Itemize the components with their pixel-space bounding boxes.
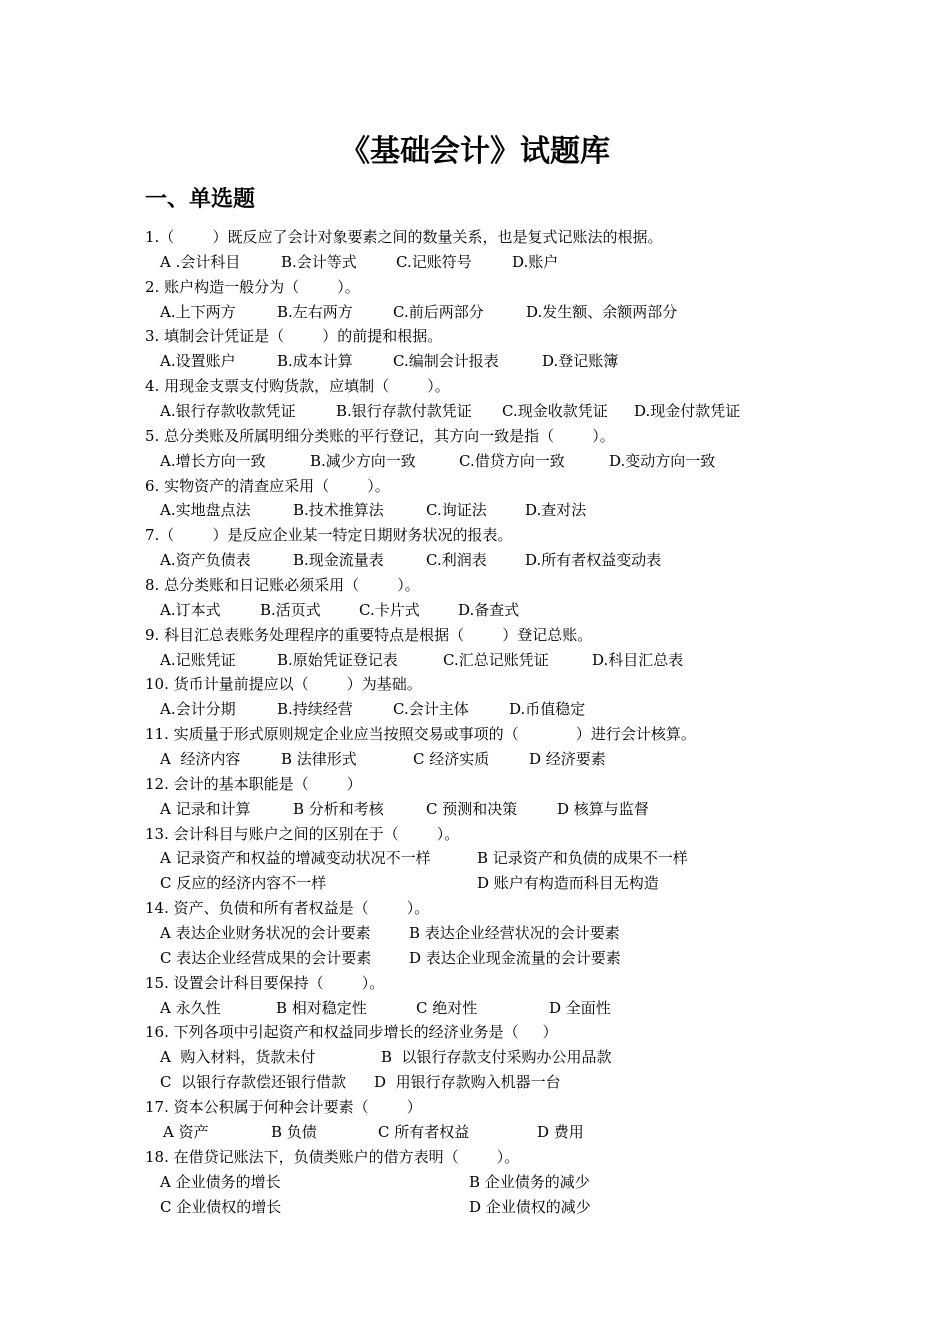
answer-option: C.现金收款凭证 xyxy=(502,402,608,420)
answer-option: B.持续经营 xyxy=(277,700,353,718)
answer-option: B 以银行存款支付采购办公用品款 xyxy=(381,1048,612,1066)
answer-option: B.左右两方 xyxy=(277,303,353,321)
answer-option: B.会计等式 xyxy=(281,253,357,271)
answer-option: A.银行存款收款凭证 xyxy=(160,402,296,420)
answer-option: C 反应的经济内容不一样 xyxy=(160,874,327,892)
answer-option: A.设置账户 xyxy=(160,352,236,370)
section-heading: 一、单选题 xyxy=(145,187,256,212)
answer-option: A 记录和计算 xyxy=(160,800,251,818)
answer-option: A 经济内容 xyxy=(160,750,241,768)
answer-option: D.现金付款凭证 xyxy=(634,402,741,420)
answer-option: B.成本计算 xyxy=(277,352,353,370)
answer-option: D.登记账簿 xyxy=(542,352,619,370)
answer-option: B 分析和考核 xyxy=(293,800,384,818)
answer-option: B 法律形式 xyxy=(281,750,357,768)
question-text: 17. 资本公积属于何种会计要素（ ） xyxy=(145,1098,422,1116)
answer-option: C 绝对性 xyxy=(416,999,478,1017)
question-text: 9. 科目汇总表账务处理程序的重要特点是根据（ ）登记总账。 xyxy=(145,626,593,644)
answer-option: C.记账符号 xyxy=(396,253,472,271)
answer-option: B.银行存款付款凭证 xyxy=(336,402,472,420)
answer-option: D.账户 xyxy=(512,253,559,271)
answer-option: C 企业债权的增长 xyxy=(160,1198,282,1216)
answer-option: A.会计分期 xyxy=(160,700,236,718)
question-text: 16. 下列各项中引起资产和权益同步增长的经济业务是（ ） xyxy=(145,1023,558,1041)
answer-option: A 永久性 xyxy=(160,999,221,1017)
answer-option: B.原始凭证登记表 xyxy=(277,651,398,669)
answer-option: C.卡片式 xyxy=(359,601,420,619)
question-text: 4. 用现金支票支付购货款，应填制（ ）。 xyxy=(145,377,450,395)
question-text: 18. 在借贷记账法下，负债类账户的借方表明（ ）。 xyxy=(145,1148,520,1166)
answer-option: D.所有者权益变动表 xyxy=(525,551,662,569)
answer-option: D 全面性 xyxy=(549,999,611,1017)
answer-option: A 资产 xyxy=(163,1123,209,1141)
answer-option: B 负债 xyxy=(271,1123,317,1141)
question-text: 12. 会计的基本职能是（ ） xyxy=(145,775,362,793)
answer-option: C.前后两部分 xyxy=(393,303,484,321)
answer-option: D 核算与监督 xyxy=(557,800,649,818)
question-text: 6. 实物资产的清查应采用（ ）。 xyxy=(145,477,390,495)
answer-option: D.变动方向一致 xyxy=(609,452,716,470)
answer-option: A .会计科目 xyxy=(160,253,241,271)
answer-option: B 表达企业经营状况的会计要素 xyxy=(409,924,620,942)
answer-option: C.汇总记账凭证 xyxy=(443,651,549,669)
answer-option: A 购入材料，货款未付 xyxy=(160,1048,316,1066)
answer-option: A.实地盘点法 xyxy=(160,501,251,519)
answer-option: A.记账凭证 xyxy=(160,651,236,669)
answer-option: B 企业债务的减少 xyxy=(469,1173,590,1191)
answer-option: C 表达企业经营成果的会计要素 xyxy=(160,949,372,967)
answer-option: B.技术推算法 xyxy=(293,501,384,519)
answer-option: D 企业债权的减少 xyxy=(469,1198,591,1216)
answer-option: A.增长方向一致 xyxy=(160,452,266,470)
question-text: 2. 账户构造一般分为（ ）。 xyxy=(145,278,360,296)
answer-option: C 经济实质 xyxy=(413,750,490,768)
answer-option: D 经济要素 xyxy=(529,750,606,768)
answer-option: B.减少方向一致 xyxy=(310,452,416,470)
answer-option: D 费用 xyxy=(537,1123,584,1141)
answer-option: D.查对法 xyxy=(525,501,587,519)
answer-option: C.会计主体 xyxy=(393,700,469,718)
answer-option: D.备查式 xyxy=(458,601,520,619)
question-text: 7.（ ）是反应企业某一特定日期财务状况的报表。 xyxy=(145,526,513,544)
question-text: 1.（ ）既反应了会计对象要素之间的数量关系，也是复式记账法的根据。 xyxy=(145,228,663,246)
answer-option: A.资产负债表 xyxy=(160,551,251,569)
answer-option: C 所有者权益 xyxy=(378,1123,470,1141)
answer-option: D 表达企业现金流量的会计要素 xyxy=(409,949,621,967)
answer-option: C.借贷方向一致 xyxy=(459,452,565,470)
answer-option: B 相对稳定性 xyxy=(276,999,367,1017)
answer-option: A 企业债务的增长 xyxy=(160,1173,281,1191)
answer-option: A.订本式 xyxy=(160,601,221,619)
answer-option: C.编制会计报表 xyxy=(393,352,499,370)
question-text: 13. 会计科目与账户之间的区别在于（ ）。 xyxy=(145,825,460,843)
question-text: 8. 总分类账和日记账必须采用（ ）。 xyxy=(145,576,420,594)
answer-option: A 表达企业财务状况的会计要素 xyxy=(160,924,371,942)
question-text: 10. 货币计量前提应以（ ）为基础。 xyxy=(145,675,422,693)
answer-option: B.现金流量表 xyxy=(293,551,384,569)
answer-option: A.上下两方 xyxy=(160,303,236,321)
answer-option: C 以银行存款偿还银行借款 xyxy=(160,1073,347,1091)
answer-option: D.币值稳定 xyxy=(509,700,586,718)
answer-option: D.科目汇总表 xyxy=(592,651,684,669)
question-text: 14. 资产、负债和所有者权益是（ ）。 xyxy=(145,899,430,917)
answer-option: D.发生额、余额两部分 xyxy=(526,303,678,321)
answer-option: B 记录资产和负债的成果不一样 xyxy=(477,849,688,867)
answer-option: D 用银行存款购入机器一台 xyxy=(374,1073,561,1091)
answer-option: C.询证法 xyxy=(426,501,487,519)
answer-option: C 预测和决策 xyxy=(426,800,518,818)
question-text: 5. 总分类账及所属明细分类账的平行登记，其方向一致是指（ ）。 xyxy=(145,427,615,445)
answer-option: B.活页式 xyxy=(260,601,321,619)
question-text: 15. 设置会计科目要保持（ ）。 xyxy=(145,974,385,992)
answer-option: A 记录资产和权益的增减变动状况不一样 xyxy=(160,849,431,867)
answer-option: C.利润表 xyxy=(426,551,487,569)
answer-option: D 账户有构造而科目无构造 xyxy=(477,874,659,892)
question-text: 3. 填制会计凭证是（ ）的前提和根据。 xyxy=(145,327,443,345)
question-text: 11. 实质量于形式原则规定企业应当按照交易或事项的（ ）进行会计核算。 xyxy=(145,725,696,743)
document-title: 《基础会计》试题库 xyxy=(340,134,610,169)
